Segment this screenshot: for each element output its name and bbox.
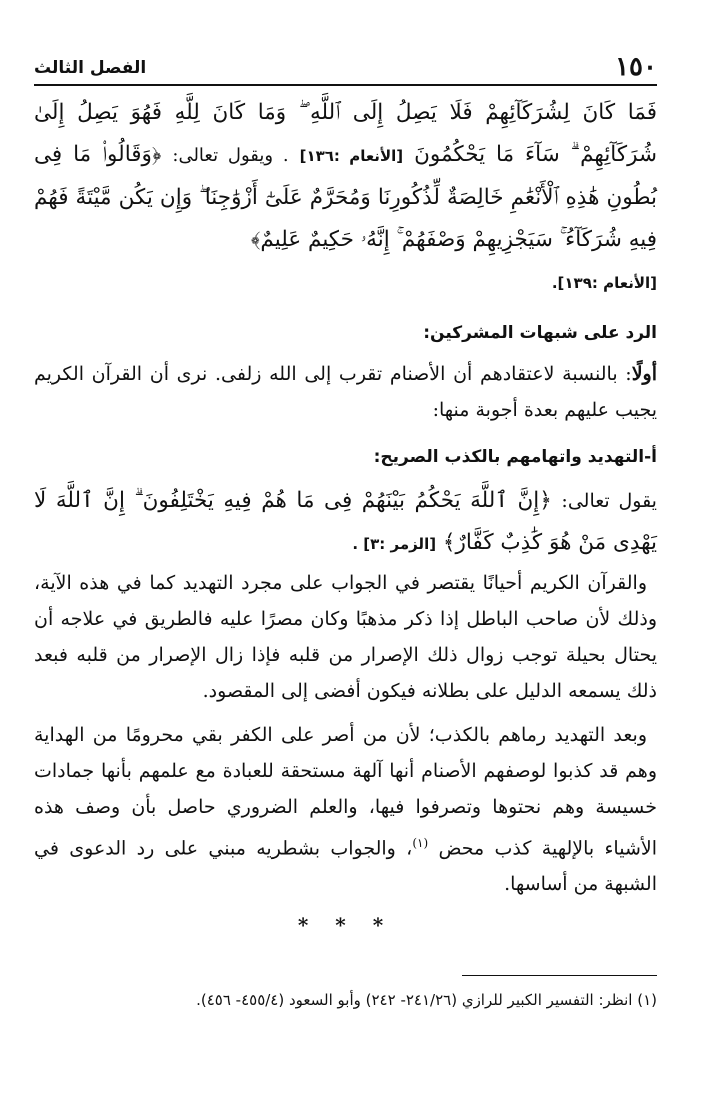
section-heading: الرد على شبهات المشركين: bbox=[423, 323, 657, 343]
verse-zumar-3: ﴿إِنَّ ٱللَّهَ يَحْكُمُ بَيْنَهُمْ فِى مَا هُمْ فِيهِ يَخْتَلِفُونَ ۗ إِنَّ ٱللَّهَ لَا يَهْدِى مَنْ هُوَ كَٰذِبٌ كَفَّارٌ﴾ bbox=[34, 488, 657, 555]
quran-passage-2 bbox=[34, 480, 657, 565]
page-header bbox=[34, 50, 657, 86]
paragraph-2 bbox=[34, 717, 657, 902]
first-text: : بالنسبة لاعتقادهم أن الأصنام تقرب إلى الله زلفى. نرى أن القرآن الكريم يجيب عليهم بعدة أجوبة منها: bbox=[34, 363, 657, 421]
connector-text: . ويقول تعالى: bbox=[172, 145, 289, 166]
paragraph-2-text: وبعد التهديد رماهم بالكذب؛ لأن من أصر على الكفر بقي محرومًا من الهداية وهم قد كذبوا لوصفهم الأصنام أنها آلهة مستحقة للعبادة مع علمهم بأنها جمادات خسيسة وهم نحتوها وتصرفوا فيها، والعلم الضروري حاصل بأن وصف هذه الأشياء بالإلهية كذب محض bbox=[34, 724, 657, 860]
page-number: ١٥٠ bbox=[615, 52, 657, 82]
first-label: أولًا bbox=[631, 363, 657, 385]
paragraph-1-text: والقرآن الكريم أحيانًا يقتصر في الجواب على مجرد التهديد كما في هذه الآية، وذلك لأن صاحب الباطل إذا ذكر مذهبًا وكان مصرًا عليه فالطريق في علاجه أن يحتال بحيلة توجب زوال ذلك الإصرار من قلبه فإذا زال الإصرار من قلبه فبعد ذلك يسمعه الدليل على بطلانه فيكون أفضى إلى المقصود. bbox=[34, 572, 657, 702]
paragraph-2-tail: ، والجواب بشطريه مبني على رد الدعوى في الشبهة من أساسها. bbox=[34, 837, 657, 896]
footnote-divider bbox=[462, 975, 657, 976]
section-first-point bbox=[34, 356, 657, 428]
chapter-title: الفصل الثالث bbox=[34, 58, 147, 78]
verse-ref-zumar: [الزمر :٣] . bbox=[352, 535, 437, 553]
paragraph-1 bbox=[34, 565, 657, 709]
footnote: (١) انظر: التفسير الكبير للرازي (٢٤١/٢٦- ٢٤٢) وأبو السعود (٤٥٥/٤- ٤٥٦). bbox=[196, 991, 657, 1009]
verse-an-am-139: ﴿وَقَالُوا۟ مَا فِى بُطُونِ هَٰذِهِ ٱلْأَنْعَٰمِ خَالِصَةٌ لِّذُكُورِنَا وَمُحَرَّمٌ عَلَىٰٓ أَزْوَٰجِنَا ۖ وَإِن يَكُن مَّيْتَةً فَهُمْ فِيهِ شُرَكَآءُ ۚ سَيَجْزِيهِمْ وَصْفَهُمْ ۚ إِنَّهُۥ حَكِيمٌ عَلِيمٌ﴾ bbox=[34, 142, 657, 252]
subsection-heading: أ-التهديد واتهامهم بالكذب الصريح: bbox=[373, 447, 657, 467]
verse-intro: يقول تعالى: bbox=[561, 490, 657, 512]
quran-passage-1 bbox=[34, 92, 657, 304]
section-separator: * * * bbox=[297, 913, 394, 938]
page-body bbox=[34, 92, 657, 942]
footnote-marker[interactable]: (١) bbox=[412, 836, 429, 850]
verse-ref-136: [الأنعام :١٣٦] bbox=[299, 147, 404, 165]
verse-an-am-136: فَمَا كَانَ لِشُرَكَآئِهِمْ فَلَا يَصِلُ إِلَى ٱللَّهِ ۖ وَمَا كَانَ لِلَّهِ فَهُوَ يَصِلُ إِلَىٰ شُرَكَآئِهِمْ ۗ سَآءَ مَا يَحْكُمُونَ bbox=[34, 100, 657, 167]
verse-ref-139: [الأنعام :١٣٩]. bbox=[551, 274, 657, 292]
